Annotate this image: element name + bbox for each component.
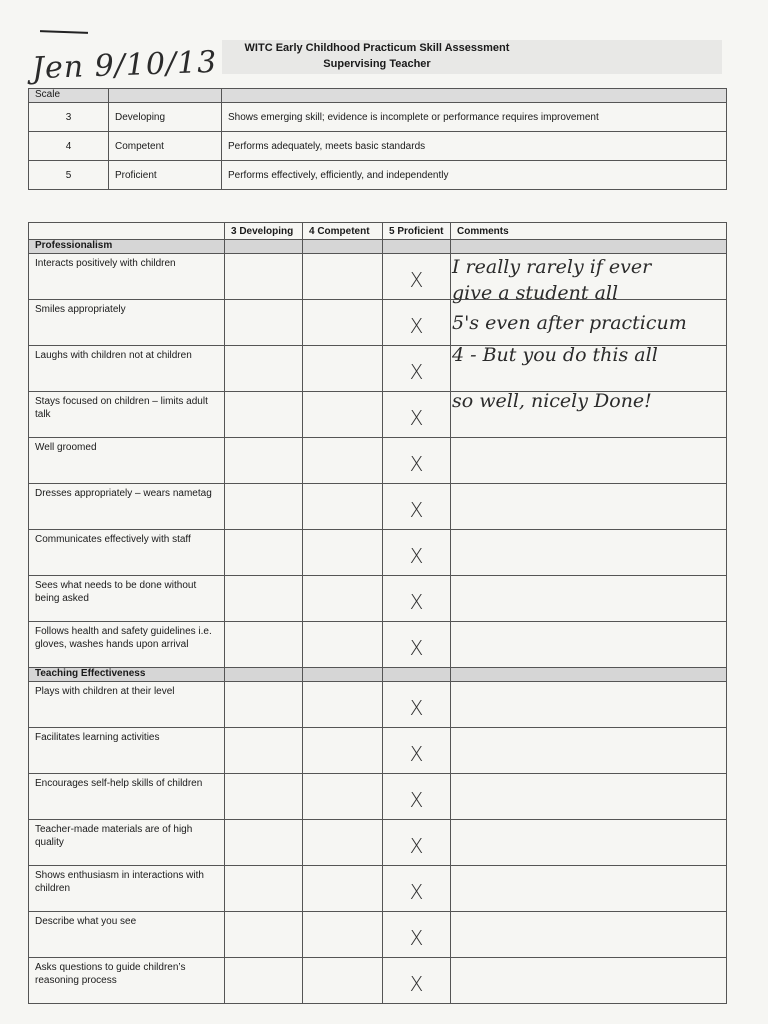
scale-description: Performs effectively, efficiently, and independently <box>222 161 727 190</box>
comments-cell <box>451 820 727 866</box>
checkmark-x: X <box>409 360 424 384</box>
pen-mark <box>40 30 88 34</box>
competent-cell <box>303 438 383 484</box>
comments-cell <box>451 682 727 728</box>
handwritten-comment: I really rarely if ever <box>452 256 652 278</box>
handwritten-comment: give a student all <box>452 282 619 304</box>
skill-row <box>29 820 727 866</box>
proficient-cell <box>383 576 451 622</box>
section-title: Teaching Effectiveness <box>29 668 225 682</box>
proficient-cell <box>383 912 451 958</box>
skill-row <box>29 728 727 774</box>
section-header-cell <box>451 240 727 254</box>
developing-cell <box>225 958 303 1004</box>
skill-label: Sees what needs to be done without being asked <box>29 576 225 622</box>
skill-label: Laughs with children not at children <box>29 346 225 392</box>
developing-cell <box>225 728 303 774</box>
skill-row <box>29 958 727 1004</box>
scale-header-row <box>29 89 727 103</box>
section-header-row <box>29 240 727 254</box>
skill-label: Asks questions to guide children’s reasoning process <box>29 958 225 1004</box>
handwritten-comment: 5's even after practicum <box>452 312 687 334</box>
skill-row <box>29 682 727 728</box>
skill-label: Interacts positively with children <box>29 254 225 300</box>
checkmark-x: X <box>409 834 424 858</box>
skills-table <box>28 222 727 1004</box>
handwritten-comment: 4 - But you do this all <box>452 344 658 366</box>
checkmark-x: X <box>409 544 424 568</box>
skill-label: Plays with children at their level <box>29 682 225 728</box>
developing-cell <box>225 484 303 530</box>
comments-cell <box>451 484 727 530</box>
scale-level: Developing <box>109 103 222 132</box>
scale-row <box>29 161 727 190</box>
checkmark-x: X <box>409 788 424 812</box>
skill-row <box>29 912 727 958</box>
proficient-cell <box>383 254 451 300</box>
comments-cell <box>451 576 727 622</box>
checkmark-x: X <box>409 314 424 338</box>
developing-cell <box>225 576 303 622</box>
skill-row <box>29 530 727 576</box>
developing-cell <box>225 530 303 576</box>
section-header-cell <box>225 668 303 682</box>
scale-number: 5 <box>29 161 109 190</box>
skill-row <box>29 576 727 622</box>
checkmark-x: X <box>409 498 424 522</box>
scale-description: Performs adequately, meets basic standards <box>222 132 727 161</box>
proficient-cell <box>383 346 451 392</box>
checkmark-x: X <box>409 452 424 476</box>
developing-cell <box>225 682 303 728</box>
checkmark-x: X <box>409 926 424 950</box>
competent-cell <box>303 484 383 530</box>
comments-cell <box>451 774 727 820</box>
column-header: 4 Competent <box>303 223 383 240</box>
developing-cell <box>225 622 303 668</box>
scale-row <box>29 132 727 161</box>
proficient-cell <box>383 438 451 484</box>
proficient-cell <box>383 774 451 820</box>
developing-cell <box>225 866 303 912</box>
comments-cell <box>451 866 727 912</box>
competent-cell <box>303 622 383 668</box>
scale-description: Shows emerging skill; evidence is incomplete or performance requires improvement <box>222 103 727 132</box>
competent-cell <box>303 392 383 438</box>
checkmark-x: X <box>409 268 424 292</box>
comments-cell <box>451 958 727 1004</box>
section-header-cell <box>451 668 727 682</box>
developing-cell <box>225 346 303 392</box>
scale-header-cell <box>109 89 222 103</box>
skill-label: Encourages self-help skills of children <box>29 774 225 820</box>
checkmark-x: X <box>409 742 424 766</box>
skill-row <box>29 774 727 820</box>
competent-cell <box>303 530 383 576</box>
skill-label: Teacher-made materials are of high quality <box>29 820 225 866</box>
proficient-cell <box>383 622 451 668</box>
section-title: Professionalism <box>29 240 225 254</box>
developing-cell <box>225 254 303 300</box>
proficient-cell <box>383 484 451 530</box>
developing-cell <box>225 912 303 958</box>
competent-cell <box>303 820 383 866</box>
proficient-cell <box>383 866 451 912</box>
skill-row <box>29 484 727 530</box>
competent-cell <box>303 774 383 820</box>
section-header-cell <box>303 240 383 254</box>
scale-header-label: Scale <box>29 89 109 103</box>
page-subtitle: Supervising Teacher <box>323 58 431 70</box>
checkmark-x: X <box>409 590 424 614</box>
skill-label: Follows health and safety guidelines i.e. gloves, washes hands upon arrival <box>29 622 225 668</box>
skill-row <box>29 622 727 668</box>
competent-cell <box>303 300 383 346</box>
scale-number: 4 <box>29 132 109 161</box>
comments-cell <box>451 530 727 576</box>
column-header <box>29 223 225 240</box>
proficient-cell <box>383 530 451 576</box>
proficient-cell <box>383 300 451 346</box>
skills-header-row <box>29 223 727 240</box>
skill-label: Facilitates learning activities <box>29 728 225 774</box>
proficient-cell <box>383 392 451 438</box>
developing-cell <box>225 392 303 438</box>
scale-row <box>29 103 727 132</box>
skill-label: Dresses appropriately – wears nametag <box>29 484 225 530</box>
section-header-row <box>29 668 727 682</box>
competent-cell <box>303 346 383 392</box>
developing-cell <box>225 300 303 346</box>
section-header-cell <box>383 668 451 682</box>
handwritten-comment: so well, nicely Done! <box>452 390 652 412</box>
scale-level: Competent <box>109 132 222 161</box>
section-header-cell <box>225 240 303 254</box>
scale-level: Proficient <box>109 161 222 190</box>
skill-label: Stays focused on children – limits adult talk <box>29 392 225 438</box>
checkmark-x: X <box>409 696 424 720</box>
checkmark-x: X <box>409 636 424 660</box>
skill-label: Shows enthusiasm in interactions with children <box>29 866 225 912</box>
handwritten-date: Jen 9/10/13 <box>31 44 218 87</box>
proficient-cell <box>383 958 451 1004</box>
developing-cell <box>225 774 303 820</box>
competent-cell <box>303 682 383 728</box>
scale-number: 3 <box>29 103 109 132</box>
competent-cell <box>303 728 383 774</box>
checkmark-x: X <box>409 972 424 996</box>
competent-cell <box>303 958 383 1004</box>
comments-cell <box>451 728 727 774</box>
comments-cell <box>451 622 727 668</box>
developing-cell <box>225 820 303 866</box>
skill-label: Describe what you see <box>29 912 225 958</box>
proficient-cell <box>383 682 451 728</box>
checkmark-x: X <box>409 880 424 904</box>
column-header: 5 Proficient <box>383 223 451 240</box>
proficient-cell <box>383 728 451 774</box>
column-header: Comments <box>451 223 727 240</box>
competent-cell <box>303 576 383 622</box>
comments-cell <box>451 912 727 958</box>
skill-label: Smiles appropriately <box>29 300 225 346</box>
skill-row <box>29 438 727 484</box>
competent-cell <box>303 254 383 300</box>
skill-row <box>29 866 727 912</box>
skill-label: Well groomed <box>29 438 225 484</box>
scale-table <box>28 88 727 190</box>
checkmark-x: X <box>409 406 424 430</box>
section-header-cell <box>303 668 383 682</box>
column-header: 3 Developing <box>225 223 303 240</box>
skill-label: Communicates effectively with staff <box>29 530 225 576</box>
scale-header-cell <box>222 89 727 103</box>
section-header-cell <box>383 240 451 254</box>
competent-cell <box>303 912 383 958</box>
competent-cell <box>303 866 383 912</box>
proficient-cell <box>383 820 451 866</box>
page-title: WITC Early Childhood Practicum Skill Assessment <box>244 42 510 54</box>
developing-cell <box>225 438 303 484</box>
comments-cell <box>451 438 727 484</box>
